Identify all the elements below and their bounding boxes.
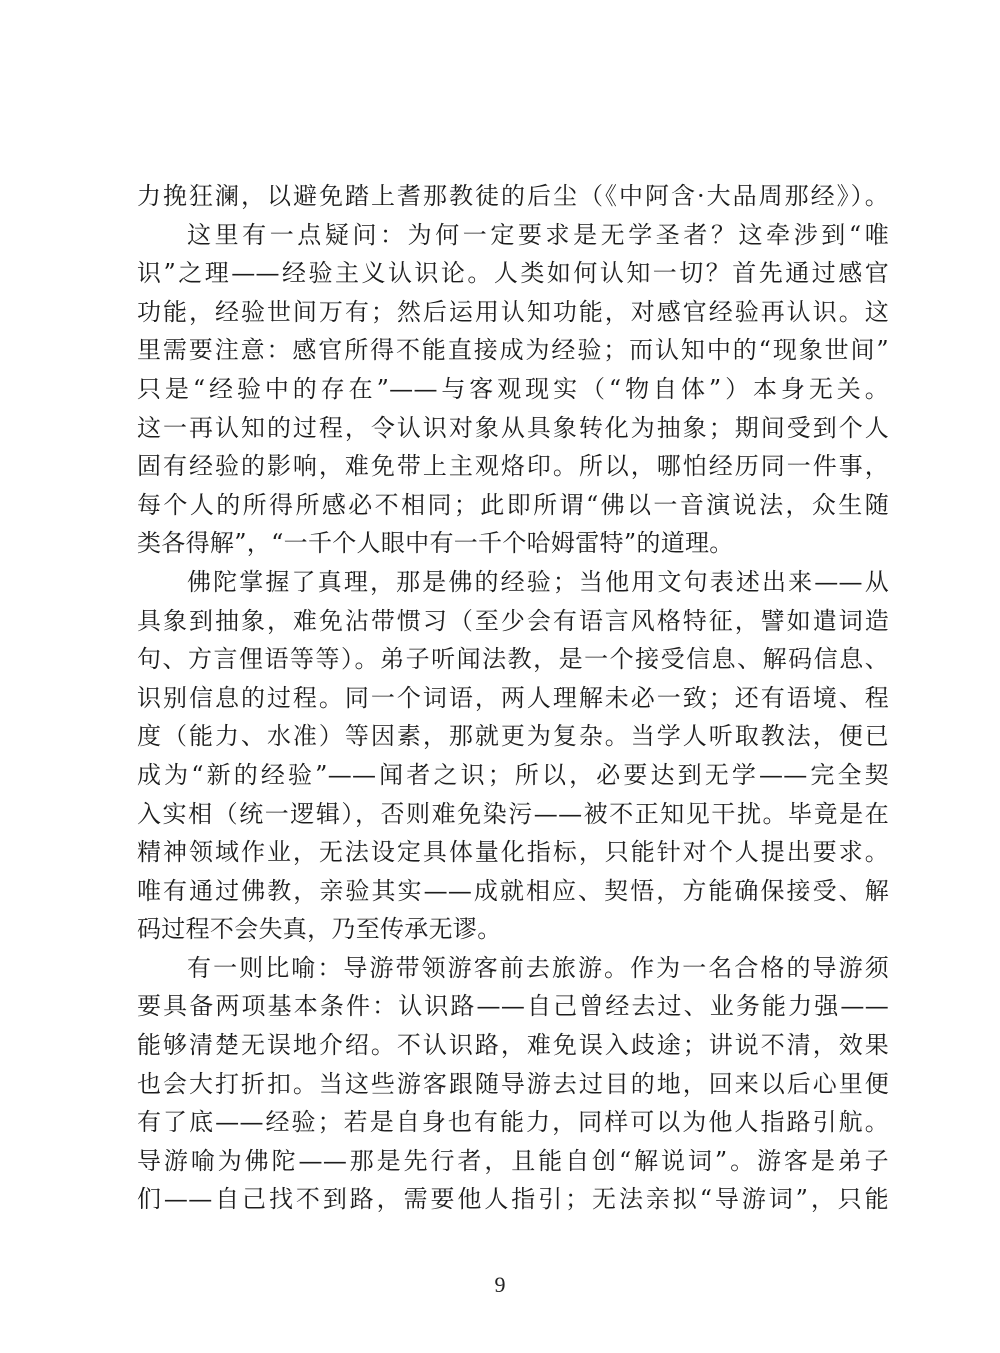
- text-line: 里需要注意：感官所得不能直接成为经验；而认知中的“现象世间”: [137, 336, 889, 365]
- text-line: 要具备两项基本条件：认识路——自己曾经去过、业务能力强——: [137, 992, 889, 1021]
- text-line: 导游喻为佛陀——那是先行者，且能自创“解说词”。游客是弟子: [137, 1146, 889, 1175]
- text-line: 们——自己找不到路，需要他人指引；无法亲拟“导游词”，只能: [137, 1185, 889, 1214]
- text-line: 精神领域作业，无法设定具体量化指标，只能针对个人提出要求。: [137, 838, 889, 867]
- text-line: 识”之理——经验主义认识论。人类如何认知一切？首先通过感官: [137, 259, 889, 288]
- page-number: 9: [494, 1272, 506, 1297]
- paragraph-end-line: 类各得解”，“一千个人眼中有一千个哈姆雷特”的道理。: [137, 529, 734, 558]
- text-line: 具象到抽象，难免沾带惯习（至少会有语言风格特征，譬如遣词造: [137, 606, 889, 635]
- text-line: 固有经验的影响，难免带上主观烙印。所以，哪怕经历同一件事，: [137, 452, 889, 481]
- text-line: 成为“新的经验”——闻者之识；所以，必要达到无学——完全契: [137, 760, 889, 789]
- text-line: 能够清楚无误地介绍。不认识路，难免误入歧途；讲说不清，效果: [137, 1031, 889, 1060]
- text-line: 入实相（统一逻辑），否则难免染污——被不正知见干扰。毕竟是在: [137, 799, 889, 828]
- body-text: [137, 177, 889, 1219]
- text-line: 唯有通过佛教，亲验其实——成就相应、契悟，方能确保接受、解: [137, 876, 889, 905]
- text-line: 也会大打折扣。当这些游客跟随导游去过目的地，回来以后心里便: [137, 1069, 889, 1098]
- text-line: 句、方言俚语等等）。弟子听闻法教，是一个接受信息、解码信息、: [137, 645, 889, 674]
- text-line: 度（能力、水准）等因素，那就更为复杂。当学人听取教法，便已: [137, 722, 889, 751]
- paragraph-start-line: 佛陀掌握了真理，那是佛的经验；当他用文句表述出来——从: [187, 567, 889, 596]
- paragraph-end-line: 码过程不会失真，乃至传承无谬。: [137, 915, 502, 944]
- paragraph-start-line: 有一则比喻：导游带领游客前去旅游。作为一名合格的导游须: [187, 953, 889, 982]
- text-line: 识别信息的过程。同一个词语，两人理解未必一致；还有语境、程: [137, 683, 889, 712]
- text-line: 每个人的所得所感必不相同；此即所谓“佛以一音演说法，众生随: [137, 490, 889, 519]
- text-line: 力挽狂澜，以避免踏上耆那教徒的后尘（《中阿含·大品周那经》）。: [137, 182, 889, 210]
- text-line: 这一再认知的过程，令认识对象从具象转化为抽象；期间受到个人: [137, 413, 889, 442]
- text-line: 功能，经验世间万有；然后运用认知功能，对感官经验再认识。这: [137, 297, 889, 326]
- paragraph-start-line: 这里有一点疑问：为何一定要求是无学圣者？这牵涉到“唯: [187, 220, 889, 249]
- text-line: 有了底——经验；若是自身也有能力，同样可以为他人指路引航。: [137, 1108, 889, 1137]
- text-line: 只是“经验中的存在”——与客观现实（“物自体”）本身无关。: [137, 374, 889, 403]
